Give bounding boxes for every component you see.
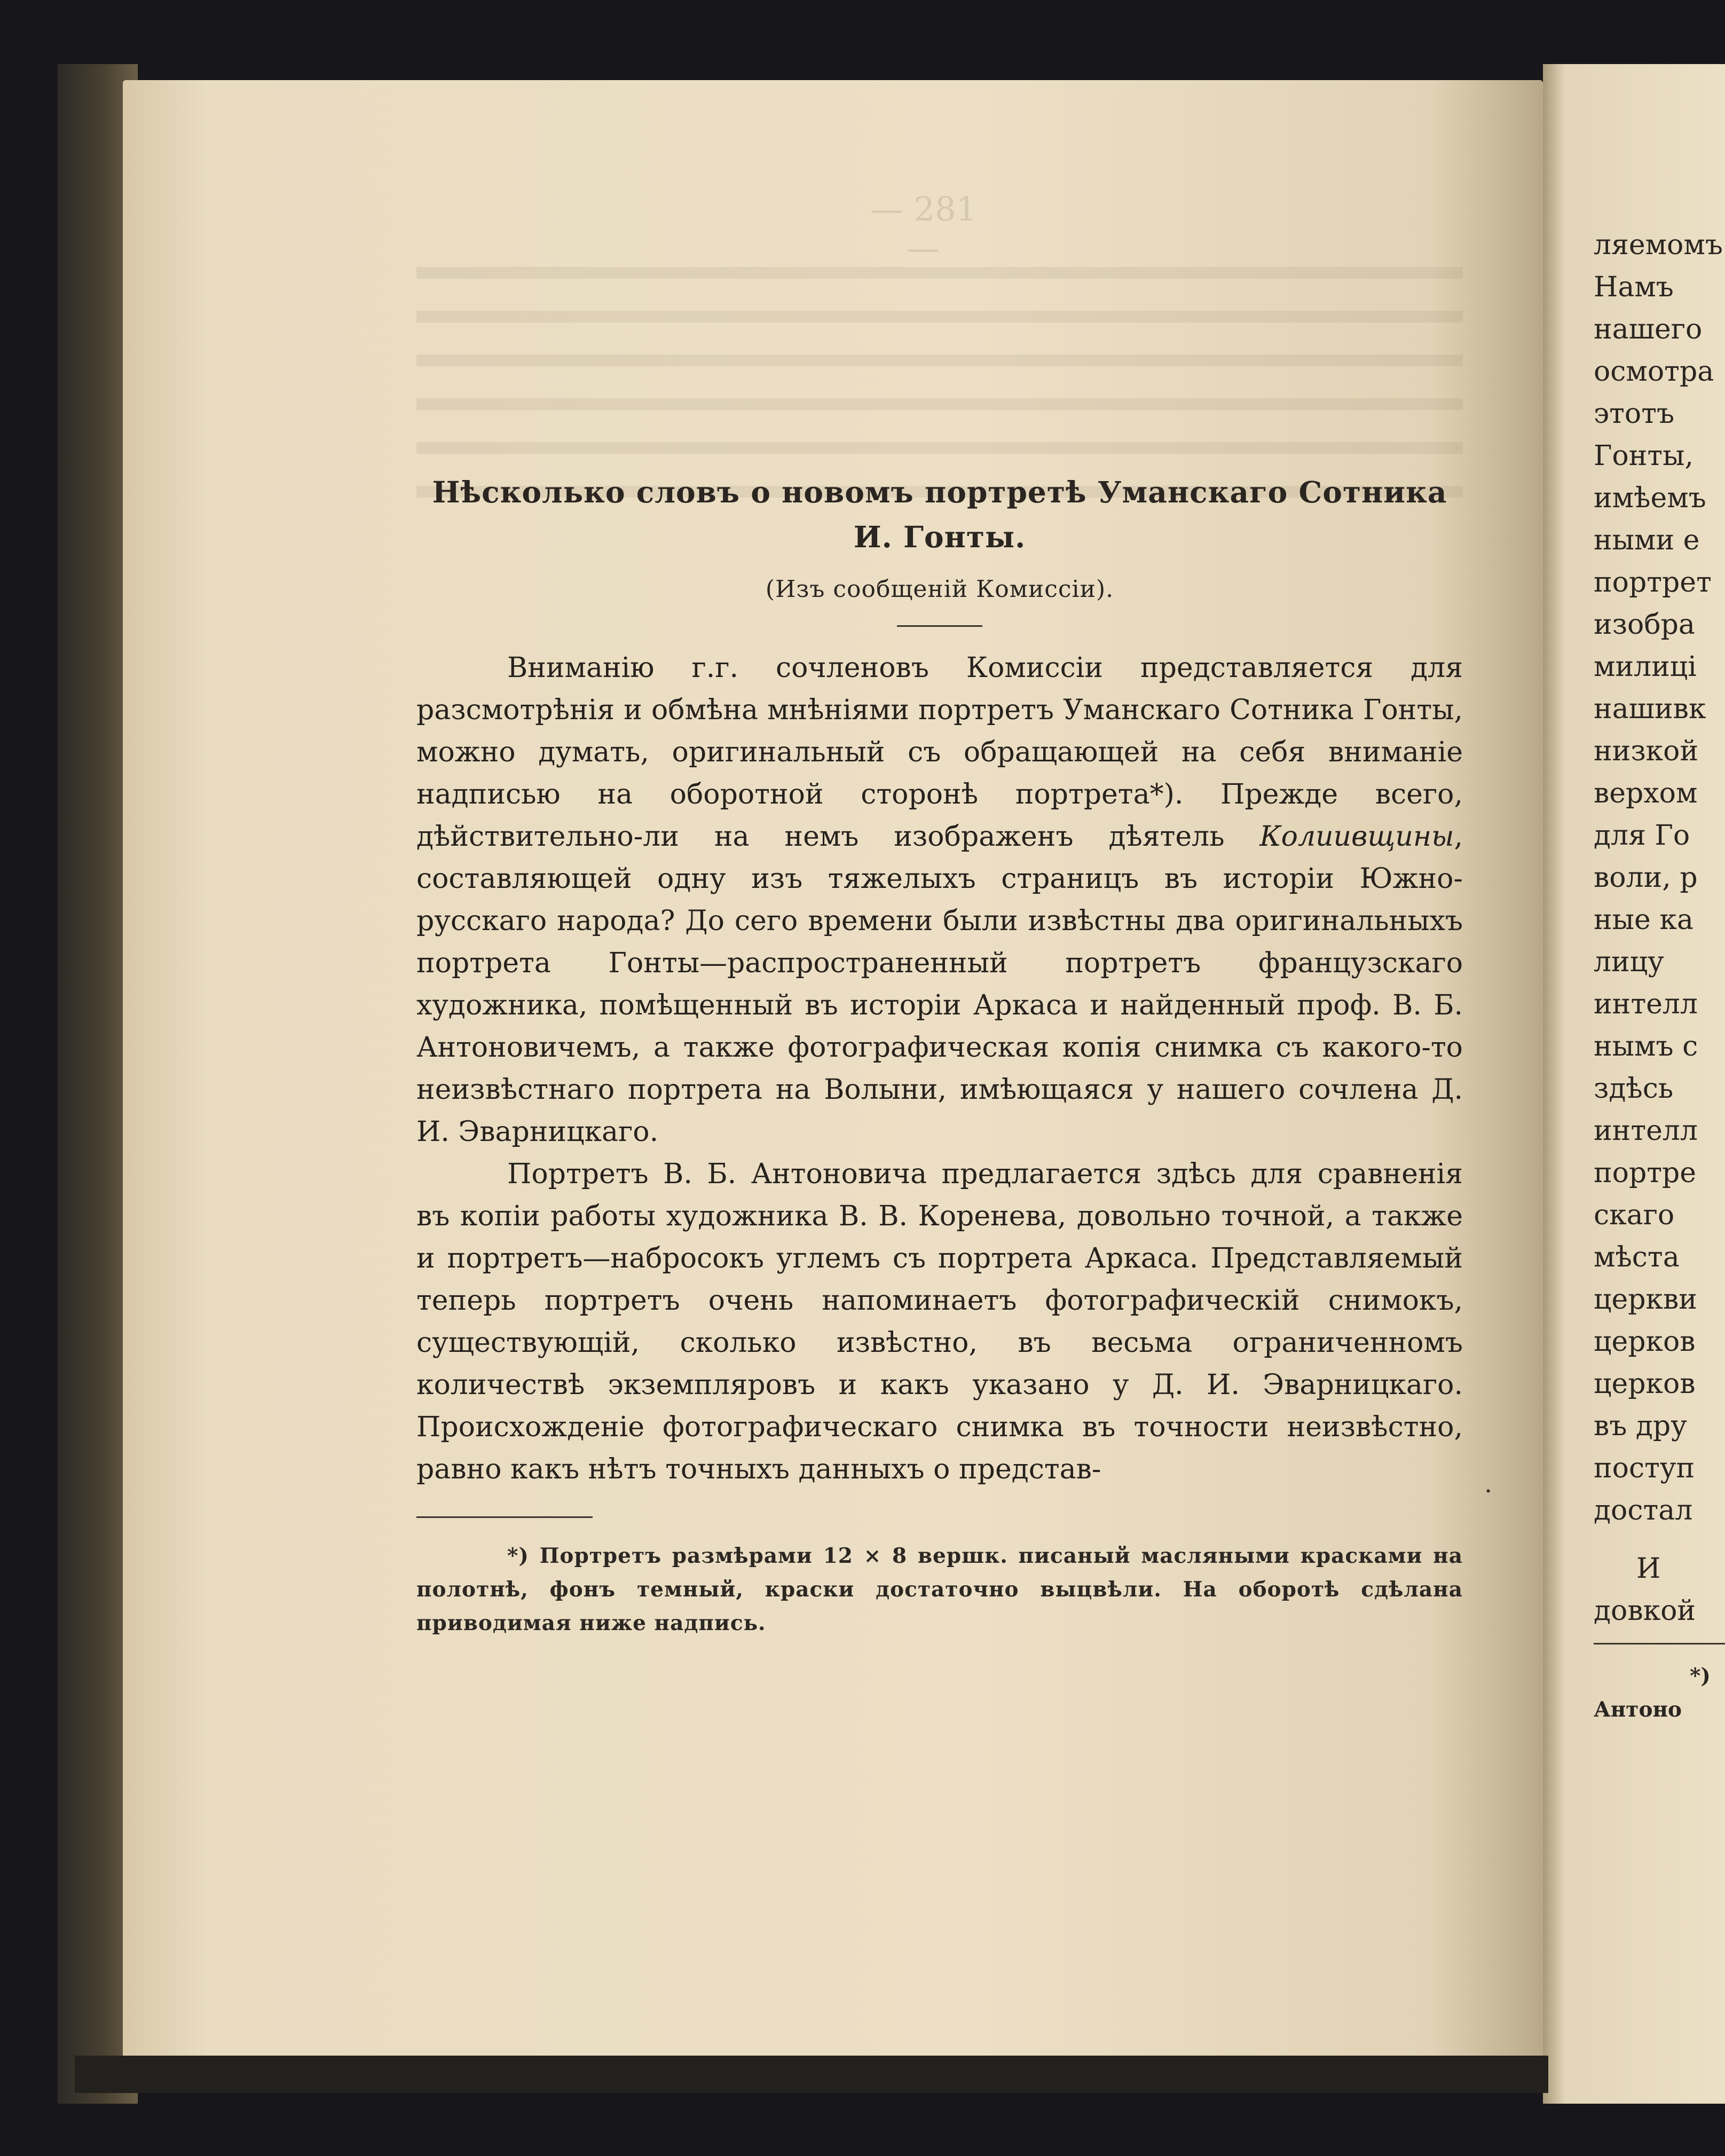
paragraph-1-start: Вниманію г.г. сочленовъ Комиссіи представляется для разсмотрѣнія и обмѣна мнѣніями портретъ Уманскаго Сотника Гонты, можно думать, оригинальный съ обращающей на себя вниманіе надписью на оборотной сторонѣ портрета*). Прежде всего, дѣйствительно-ли на немъ изображенъ дѣятель bbox=[416, 652, 1463, 853]
paragraph-1 bbox=[416, 647, 1463, 1153]
footnote: *) Портретъ размѣрами 12 ⨯ 8 вершк. писаный масляными красками на полотнѣ, фонъ темный, краски достаточно выцвѣли. На оборотѣ сдѣлана приводимая ниже надпись. bbox=[416, 1544, 1463, 1635]
paragraph-gap bbox=[1594, 1532, 1725, 1548]
right-line: нашего bbox=[1594, 313, 1703, 345]
right-line: для Го bbox=[1594, 820, 1690, 852]
right-line: ляемомъ bbox=[1594, 229, 1723, 261]
right-line: въ дру bbox=[1594, 1410, 1687, 1442]
right-line: поступ bbox=[1594, 1452, 1695, 1484]
right-line: милиці bbox=[1594, 651, 1697, 683]
right-line: верхом bbox=[1594, 777, 1698, 809]
right-line: этотъ bbox=[1594, 398, 1675, 430]
bleed-through-page-number: — 281 — bbox=[870, 190, 978, 267]
right-line: имѣемъ bbox=[1594, 482, 1706, 514]
article-subtitle: (Изъ сообщеній Комиссіи). bbox=[765, 576, 1114, 603]
right-line: интелл bbox=[1594, 988, 1698, 1020]
paragraph-1-italic: Колиивщины bbox=[1259, 821, 1454, 853]
right-line: скаго bbox=[1594, 1199, 1675, 1231]
right-line: нымъ с bbox=[1594, 1030, 1698, 1063]
right-line: достал bbox=[1594, 1494, 1693, 1526]
article-title bbox=[416, 470, 1463, 560]
margin-mark: · bbox=[1484, 1476, 1493, 1506]
right-line: ные ка bbox=[1594, 904, 1694, 936]
right-line: здѣсь bbox=[1594, 1073, 1674, 1105]
right-line: церков bbox=[1594, 1326, 1696, 1358]
book-bottom-edge bbox=[75, 2056, 1548, 2093]
right-line: изобра bbox=[1594, 609, 1695, 641]
right-line: мѣста bbox=[1594, 1241, 1680, 1273]
right-line: Намъ bbox=[1594, 271, 1674, 303]
right-paragraph-start: И bbox=[1636, 1553, 1661, 1585]
right-line: церков bbox=[1594, 1368, 1696, 1400]
right-line: Гонты, bbox=[1594, 440, 1694, 472]
title-line-1: Нѣсколько словъ о новомъ портретѣ Уманскаго Сотника bbox=[432, 475, 1447, 509]
right-line: нашивк bbox=[1594, 693, 1706, 725]
right-line: довкой bbox=[1594, 1595, 1696, 1627]
article bbox=[416, 470, 1463, 1640]
right-footnote-line: *) bbox=[1690, 1664, 1711, 1688]
right-line: лицу bbox=[1594, 946, 1664, 978]
right-line: интелл bbox=[1594, 1115, 1698, 1147]
footnote-divider bbox=[416, 1516, 593, 1518]
right-footnote-divider bbox=[1594, 1643, 1725, 1644]
right-page-text bbox=[1594, 224, 1725, 1727]
right-line: портре bbox=[1594, 1157, 1697, 1189]
right-line: низкой bbox=[1594, 735, 1699, 767]
right-footnote-line: Антоно bbox=[1594, 1697, 1682, 1722]
right-line: портрет bbox=[1594, 566, 1712, 599]
title-line-2: И. Гонты. bbox=[853, 520, 1026, 554]
title-divider bbox=[897, 625, 982, 627]
paragraph-2: Портретъ В. Б. Антоновича предлагается здѣсь для сравненія въ копіи работы художника В. В. Коренева, довольно точной, а также и портретъ—набросокъ углемъ съ портрета Аркаса. Представляемый теперь портретъ очень напоминаетъ фотографическій снимокъ, существующій, сколько извѣстно, въ весьма ограниченномъ количествѣ экземпляровъ и какъ указано у Д. И. Эварницкаго. Происхожденіе фотографическаго снимка въ точности неизвѣстно, равно какъ нѣтъ точныхъ данныхъ о представ- bbox=[416, 1158, 1463, 1485]
right-line: воли, р bbox=[1594, 862, 1698, 894]
right-line: церкви bbox=[1594, 1284, 1697, 1316]
right-line: осмотра bbox=[1594, 356, 1714, 388]
paragraph-1-end: , составляющей одну изъ тяжелыхъ страницъ въ исторіи Южно-русскаго народа? До сего времени были извѣстны два оригинальныхъ портрета Гонты—распространенный портретъ французскаго художника, помѣщенный въ исторіи Аркаса и найденный проф. В. Б. Антоновичемъ, а также фотографическая копія снимка съ какого-то неизвѣстнаго портрета на Волыни, имѣющаяся у нашего сочлена Д. И. Эварницкаго. bbox=[416, 821, 1463, 1148]
right-line: ными е bbox=[1594, 524, 1700, 556]
